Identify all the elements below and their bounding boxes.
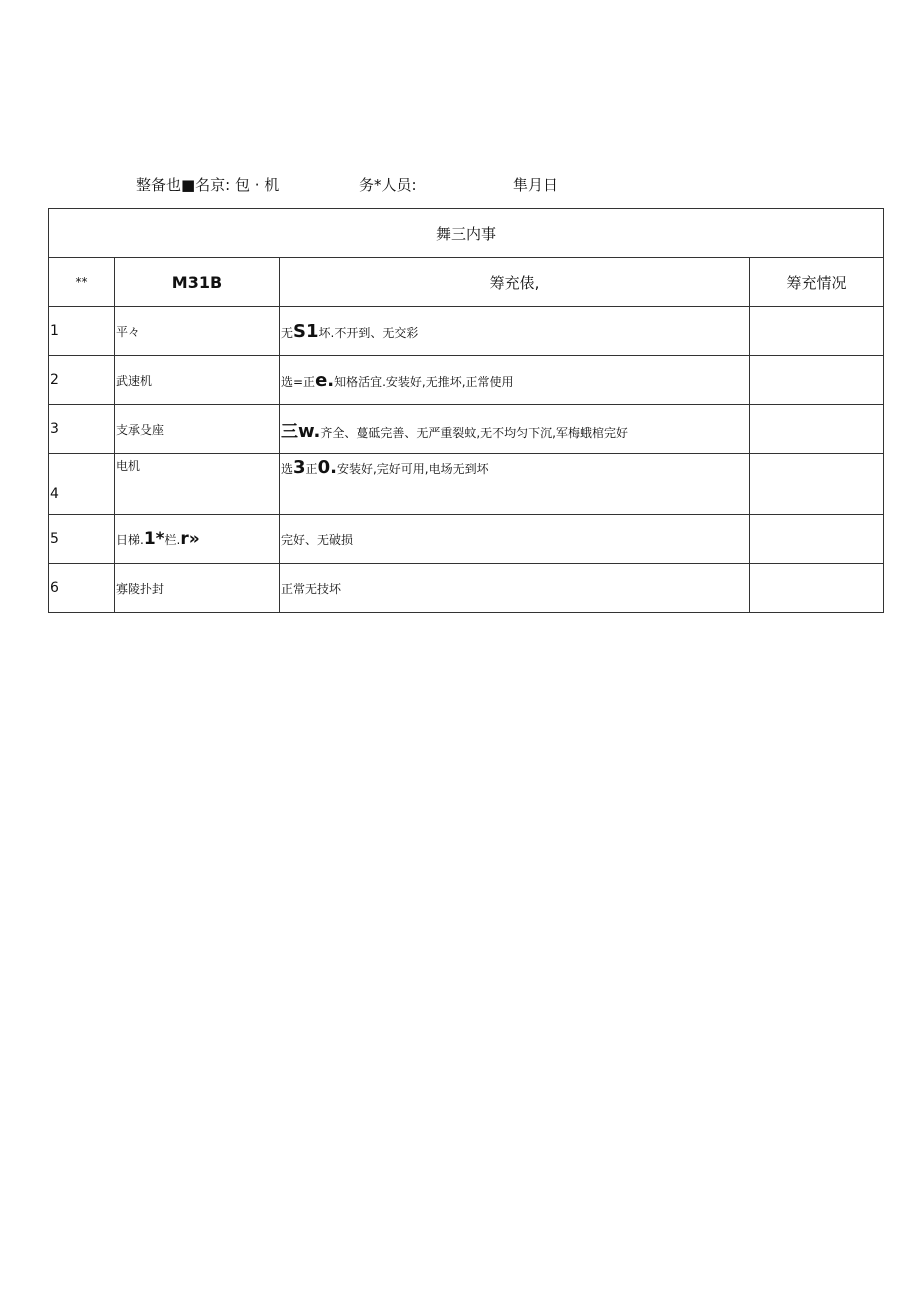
- standard-emphasis-2: 0.: [317, 457, 337, 478]
- table-row: [49, 307, 884, 356]
- column-header-standard: 筹充俵,: [280, 258, 750, 307]
- row-number: 5: [49, 515, 115, 564]
- row-status[interactable]: [750, 454, 884, 515]
- table-row: [49, 356, 884, 405]
- inspection-table: [48, 208, 884, 613]
- column-header-no: **: [49, 258, 115, 307]
- row-item: [115, 515, 280, 564]
- standard-rest: 齐全、蔓砥完善、无严重裂蚊,无不均匀下沉,军梅蛾棺完好: [320, 425, 628, 440]
- row-standard: [280, 356, 750, 405]
- standard-emphasis: e.: [315, 369, 335, 391]
- row-standard: 正常无技坏: [280, 564, 750, 613]
- inspector-label: 务*人员:: [359, 176, 417, 194]
- item-emphasis: 1*: [143, 529, 165, 549]
- row-standard: [280, 405, 750, 454]
- item-prefix: 日梯.: [116, 533, 144, 547]
- item-mid: 栏.: [164, 533, 181, 547]
- standard-emphasis: 3: [293, 457, 306, 478]
- row-item: 支承殳座: [115, 405, 280, 454]
- row-status[interactable]: [750, 356, 884, 405]
- row-number: 1: [49, 307, 115, 356]
- row-item: 寡陵扑封: [115, 564, 280, 613]
- row-status[interactable]: [750, 564, 884, 613]
- equipment-name-label: 整备也■名京: 包 · 机: [136, 176, 280, 194]
- table-row: [49, 515, 884, 564]
- row-standard: 完好、无破损: [280, 515, 750, 564]
- standard-rest: 知格活宜.安装好,无推坏,正常使用: [334, 374, 514, 389]
- column-header-status: 筹充情况: [750, 258, 884, 307]
- table-row: [49, 564, 884, 613]
- row-item: 武速机: [115, 356, 280, 405]
- standard-prefix: 无: [281, 325, 294, 340]
- standard-mid: 正: [305, 462, 318, 476]
- table-row: [49, 454, 884, 515]
- table-title: 舞三内事: [49, 209, 884, 258]
- row-standard: [280, 307, 750, 356]
- standard-emphasis: w.: [298, 420, 321, 442]
- row-number: 6: [49, 564, 115, 613]
- row-number: 3: [49, 405, 115, 454]
- table-row: [49, 405, 884, 454]
- standard-prefix: 选: [281, 462, 294, 476]
- column-header-item: M31B: [115, 258, 280, 307]
- row-status[interactable]: [750, 405, 884, 454]
- standard-prefix: 三: [281, 421, 298, 442]
- date-label: 隼月日: [513, 176, 559, 194]
- header-line: [0, 174, 920, 194]
- row-status[interactable]: [750, 515, 884, 564]
- row-item: 电机: [115, 454, 280, 515]
- table-header-row: [49, 258, 884, 307]
- row-number: 4: [49, 454, 115, 515]
- row-number: 2: [49, 356, 115, 405]
- row-standard: [280, 454, 750, 515]
- row-status[interactable]: [750, 307, 884, 356]
- standard-rest: 坏.不开到、无交彩: [318, 325, 419, 340]
- standard-rest: 安装好,完好可用,电场无到坏: [336, 462, 489, 476]
- row-item: 平々: [115, 307, 280, 356]
- table-title-row: [49, 209, 884, 258]
- item-emphasis-2: r»: [180, 529, 200, 549]
- standard-prefix: 选=正: [281, 374, 316, 389]
- standard-emphasis: S1: [293, 320, 319, 342]
